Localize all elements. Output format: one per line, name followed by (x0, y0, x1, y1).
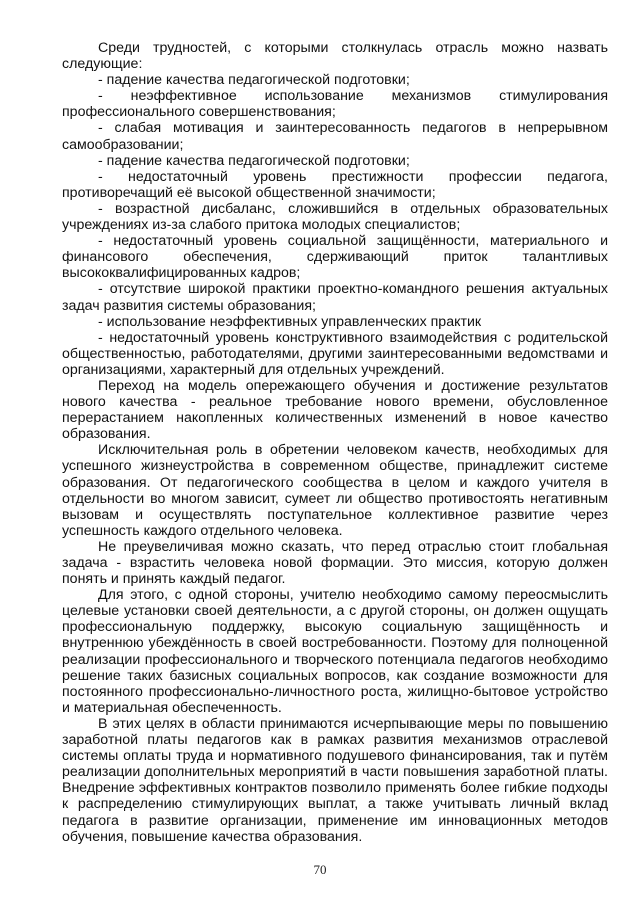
body-text (62, 40, 608, 845)
paragraph: Переход на модель опережающего обучения и достижение результатов нового качества - реальное требование нового времени, обусловленное перерастанием накопленных количественных изменений в новое качество образования. (62, 377, 608, 443)
list-item: - недостаточный уровень престижности профессии педагога, противоречащий её высокой общественной значимости; (62, 168, 608, 201)
paragraph: Не преувеличивая можно сказать, что перед отраслью стоит глобальная задача - взрастить человека новой формации. Это миссия, которую должен понять и принять каждый педагог. (62, 538, 608, 588)
page-number: 70 (313, 862, 327, 877)
list-item: - недостаточный уровень конструктивного взаимодействия с родительской общественностью, работодателями, другими заинтересованными ведомствами и организациями, характерный для отдельных учреждений. (62, 329, 608, 378)
list-item: - отсутствие широкой практики проектно-командного решения актуальных задач развития системы образования; (62, 281, 608, 314)
list-item: - использование неэффективных управленческих практик (98, 313, 482, 330)
list-item: - неэффективное использование механизмов стимулирования профессионального совершенствования; (62, 88, 608, 121)
intro-paragraph: Среди трудностей, с которыми столкнулась отрасль можно назвать следующие: (62, 40, 608, 73)
paragraph: Для этого, с одной стороны, учителю необходимо самому переосмыслить целевые установки своей деятельности, а с другой стороны, он должен ощущать профессиональную поддержку, высокую социальную защищённость и внутреннюю убеждённость в своей востребованности. Поэтому для полноценной реализации профессионального и творческого потенциала педагогов необходимо решение таких базисных социальных вопросов, как создание возможности для постоянного профессионально-личностного роста, жилищно-бытовое устройство и материальная обеспеченность. (62, 587, 608, 716)
list-item: - падение качества педагогической подготовки; (98, 72, 410, 89)
paragraph: В этих целях в области принимаются исчерпывающие меры по повышению заработной платы педагогов как в рамках развития механизмов отраслевой системы оплаты труда и нормативного подушевого финансирования, так и путём реализации дополнительных мероприятий в части повышения заработной платы. Внедрение эффективных контрактов позволило применять более гибкие подходы к распределению стимулирующих выплат, а также учитывать личный вклад педагога в развитие организации, применение им инновационных методов обучения, повышение качества образования. (62, 715, 608, 845)
list-item: - возрастной дисбаланс, сложившийся в отдельных образовательных учреждениях из-за слабого притока молодых специалистов; (62, 200, 608, 234)
list-item: - слабая мотивация и заинтересованность педагогов в непрерывном самообразовании; (62, 120, 608, 153)
paragraph: Исключительная роль в обретении человеком качеств, необходимых для успешного жизнеустройства в современном обществе, принадлежит системе образования. От педагогического сообщества в целом и каждого учителя в отдельности во многом зависит, сумеет ли общество противостоять негативным вызовам и осуществлять поступательное коллективное развитие через успешность каждого отдельного человека. (62, 442, 608, 539)
list-item: - недостаточный уровень социальной защищённости, материального и финансового обеспечения, сдерживающий приток талантливых высококвалифицированных кадров; (62, 233, 608, 282)
list-item: - падение качества педагогической подготовки; (98, 152, 410, 169)
